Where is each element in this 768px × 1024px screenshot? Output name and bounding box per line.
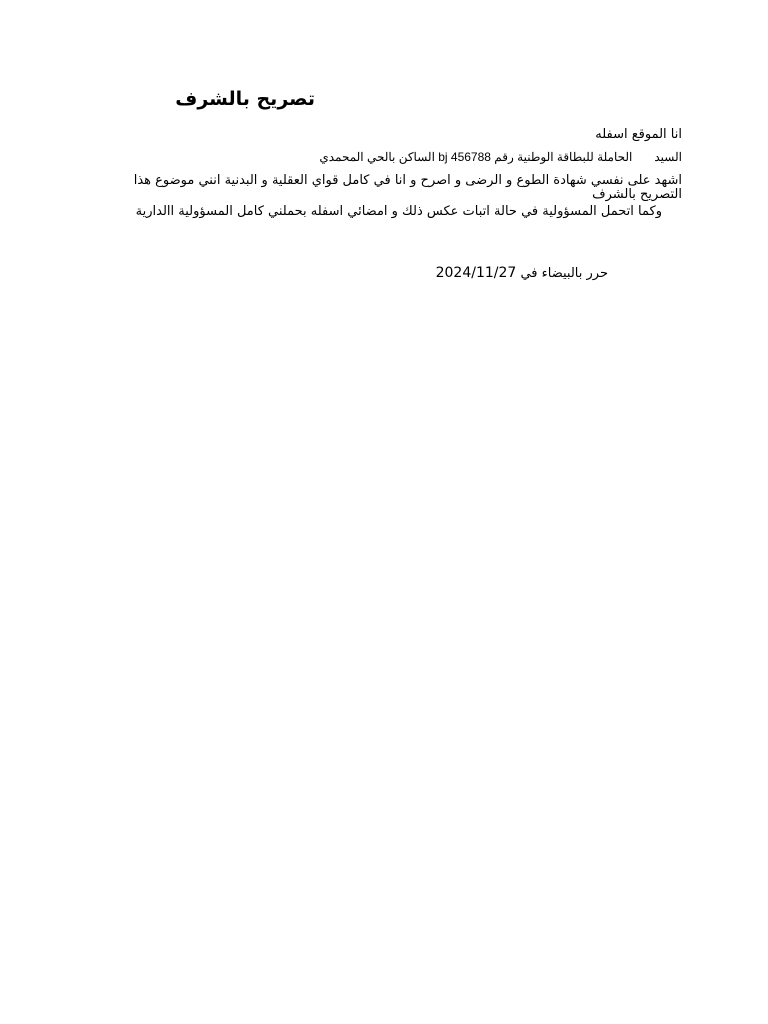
signed-place: حرر بالبيضاء في bbox=[520, 266, 608, 281]
responsibility-line: وكما اتحمل المسؤولية في حالة اتبات عكس ذلك و امضائي اسفله بحملني كامل المسؤولية االدارية bbox=[135, 204, 662, 219]
signature-line bbox=[436, 265, 608, 281]
holder-prefix: السيد bbox=[654, 150, 682, 164]
document-title: تصريح بالشرف bbox=[175, 88, 315, 110]
holder-line bbox=[319, 150, 682, 164]
holder-details: الحاملة للبطاقة الوطنية رقم bj 456788 الساكن بالحي المحمدي bbox=[319, 150, 633, 164]
signed-date: 2024/11/27 bbox=[435, 265, 517, 281]
declaration-paragraph: اشهد على نفسي شهادة الطوع و الرضى و اصرح و انا في كامل قواي العقلية و البدنية انني موضوع هذا التصريح بالشرف bbox=[133, 173, 682, 202]
intro-line: انا الموقع اسفله bbox=[595, 127, 682, 142]
